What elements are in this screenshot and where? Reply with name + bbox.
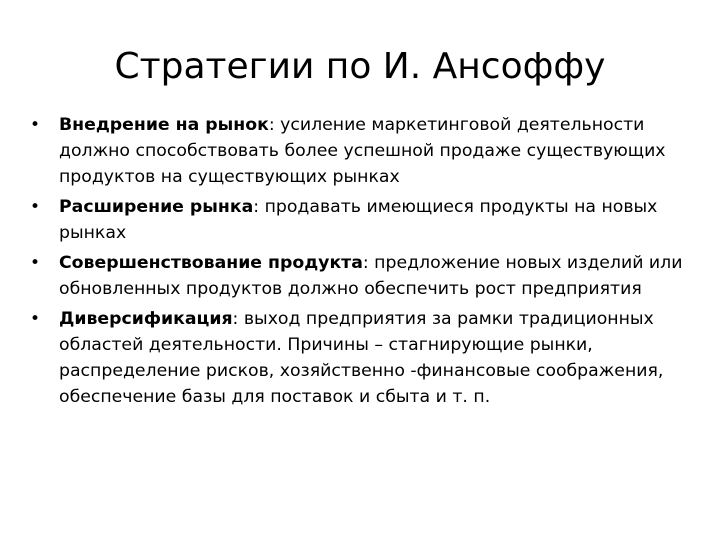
bullet-text: : предложение новых изделий или обновленных продуктов должно обеспечить рост предприятия bbox=[59, 253, 683, 299]
bullet-dot-icon: • bbox=[30, 309, 41, 329]
bullet-term: Внедрение на рынок bbox=[59, 115, 269, 135]
bullet-item-market-expansion bbox=[30, 194, 690, 246]
slide-title: Стратегии по И. Ансоффу bbox=[114, 46, 606, 87]
bullet-text: : выход предприятия за рамки традиционных областей деятельности. Причины – стагнирующие рынки, распределение рисков, хозяйственно -финансовые соображения, обеспечение базы для поставок и сбыта и т. п. bbox=[59, 309, 664, 407]
bullet-text: : усиление маркетинговой деятельности должно способствовать более успешной продаже существующих продуктов на существующих рынках bbox=[59, 115, 666, 187]
bullet-item-product-development bbox=[30, 250, 690, 302]
bullet-list bbox=[30, 112, 690, 414]
bullet-dot-icon: • bbox=[30, 115, 41, 135]
bullet-dot-icon: • bbox=[30, 197, 41, 217]
bullet-term: Диверсификация bbox=[59, 309, 233, 329]
bullet-text: : продавать имеющиеся продукты на новых рынках bbox=[59, 197, 658, 243]
bullet-dot-icon: • bbox=[30, 253, 41, 273]
bullet-item-market-penetration bbox=[30, 112, 690, 190]
bullet-term: Совершенствование продукта bbox=[59, 253, 363, 273]
bullet-term: Расширение рынка bbox=[59, 197, 254, 217]
bullet-item-diversification bbox=[30, 306, 690, 410]
